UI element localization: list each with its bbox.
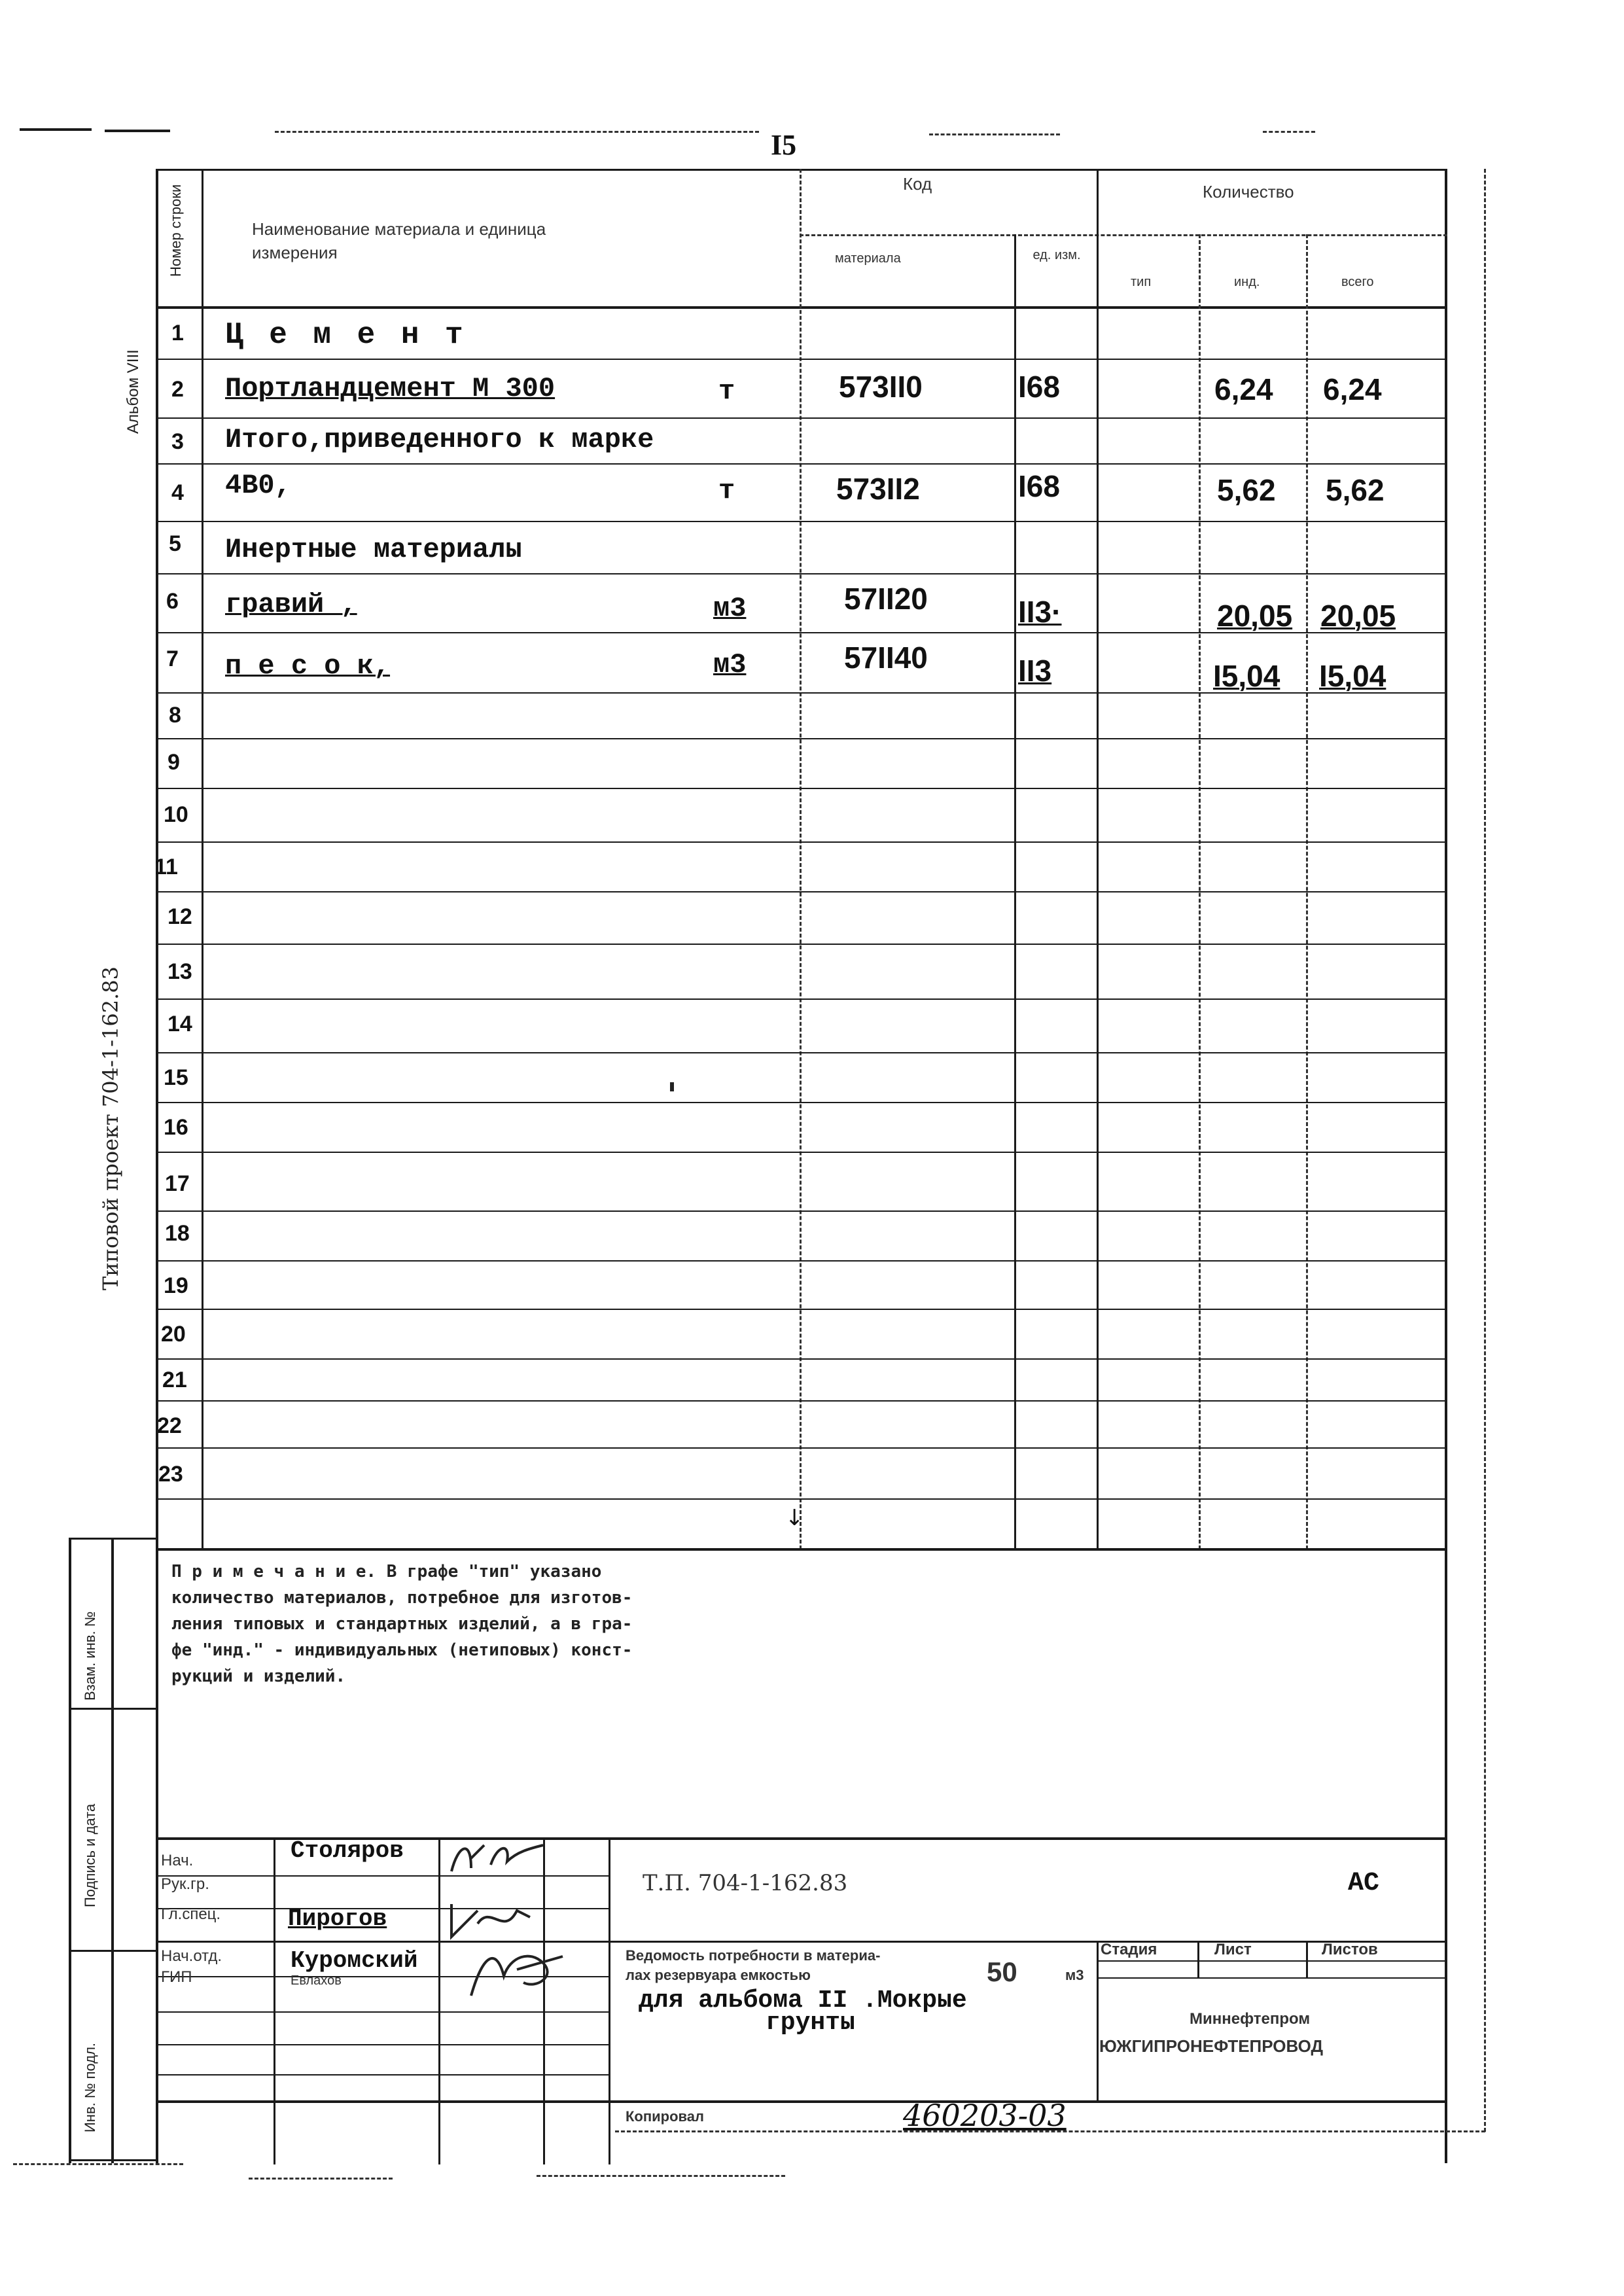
row-number: 8	[169, 703, 181, 728]
header-rownum: Номер строки	[168, 184, 184, 277]
doc-code: Т.П. 704-1-162.83	[643, 1870, 848, 1896]
header-qty-ind: инд.	[1234, 275, 1260, 289]
note-line: рукций и изделий.	[171, 1667, 346, 1686]
signature-image	[458, 1943, 576, 2002]
stamp-col	[609, 1837, 610, 2164]
row-line	[156, 1210, 1447, 1212]
stamp-name: Куромский	[291, 1947, 418, 1974]
row-line	[156, 521, 1447, 522]
margin-box-left	[69, 1538, 71, 2163]
row-line	[156, 359, 1447, 360]
note-line: П р и м е ч а н и е. В графе "тип" указано	[171, 1562, 602, 1581]
row-unit: т	[718, 376, 735, 407]
page-number: I5	[771, 129, 797, 161]
row-code: 573II2	[836, 472, 920, 506]
scan-mark	[105, 130, 170, 132]
row-number: 12	[168, 904, 192, 929]
row-qty-ind: 6,24	[1214, 372, 1273, 406]
scan-mark	[13, 2163, 183, 2165]
row-line	[156, 1447, 1447, 1449]
arrow-down-icon: ↓	[785, 1505, 804, 1531]
row-code: 573II0	[839, 370, 923, 404]
note-line: ления типовых и стандартных изделий, а в гра-	[171, 1614, 633, 1634]
stamp-row	[1097, 1977, 1447, 1979]
stamp-col	[274, 1837, 275, 2164]
note-line: фе "инд." - индивидуальных (нетиповых) конст-	[171, 1640, 633, 1660]
header-qty-total: всего	[1341, 275, 1374, 289]
stamp-role: Нач.отд.	[161, 1947, 222, 1965]
row-line	[156, 1498, 1447, 1500]
row-name: гравий ,	[225, 589, 357, 620]
table-right-border	[1445, 169, 1447, 1549]
sheets-label: Листов	[1322, 1941, 1378, 1958]
scan-mark	[20, 128, 92, 131]
row-number: 21	[162, 1368, 187, 1392]
scan-mark	[1263, 131, 1315, 133]
col-divider-num	[202, 169, 203, 1549]
row-number: 18	[165, 1221, 190, 1246]
note-text	[171, 1559, 891, 1689]
stamp-bottom-border	[156, 2100, 1447, 2103]
row-unit: м3	[713, 593, 747, 624]
stage-label: Стадия	[1101, 1941, 1157, 1958]
signature-image	[445, 1898, 537, 1941]
row-name: Ц е м е н т	[225, 318, 467, 352]
header-code: Код	[903, 174, 932, 194]
stamp-row	[156, 2044, 609, 2045]
stamp-col	[1197, 1941, 1199, 1977]
row-number: 11	[154, 855, 178, 879]
row-qty-ind: I5,04	[1213, 659, 1280, 693]
row-number: 1	[171, 321, 184, 345]
note-line: количество материалов, потребное для изготов-	[171, 1588, 633, 1608]
margin-box-label: Подпись и дата	[82, 1803, 98, 1907]
margin-box-sep	[69, 1708, 157, 1710]
row-name: п е с о к,	[225, 650, 391, 682]
row-unit: м3	[713, 649, 747, 680]
title-line: Ведомость потребности в материа-	[626, 1947, 881, 1964]
margin-box-top	[69, 1538, 157, 1540]
row-number: 13	[168, 959, 192, 984]
stamp-role: ГИП	[161, 1968, 192, 1986]
row-line	[156, 463, 1447, 465]
stamp-role: Нач.	[161, 1852, 194, 1869]
row-number: 20	[161, 1322, 186, 1347]
col-divider-qty	[1097, 169, 1099, 1549]
stamp-role: Гл.спец.	[161, 1905, 221, 1923]
row-line	[156, 1400, 1447, 1402]
row-line	[156, 738, 1447, 739]
row-number: 16	[164, 1115, 188, 1140]
row-qty-total: 5,62	[1326, 473, 1385, 507]
row-qty-total: 20,05	[1320, 599, 1396, 633]
row-number: 9	[168, 750, 180, 775]
org-institute: ЮЖГИПРОНЕФТЕПРОВОД	[1099, 2036, 1323, 2056]
row-number: 14	[168, 1012, 192, 1036]
stamp-col	[1306, 1941, 1308, 1977]
album-label: Альбом VIII	[124, 349, 142, 434]
scan-mark	[275, 131, 759, 133]
row-unit-code: I68	[1018, 370, 1060, 404]
scan-mark	[249, 2178, 393, 2180]
row-line	[156, 573, 1447, 574]
row-code: 57II40	[844, 641, 928, 675]
stamp-middle-line	[156, 1941, 1447, 1943]
scan-mark	[537, 2175, 785, 2177]
row-unit-code: II3·	[1018, 595, 1062, 629]
capacity-value: 50	[987, 1956, 1017, 1987]
project-label: Типовой проект 704-1-162.83	[98, 966, 123, 1290]
capacity-unit: м3	[1065, 1967, 1084, 1983]
stamp-col	[438, 1837, 440, 2164]
header-bottom-border	[156, 306, 1447, 309]
row-number: 3	[171, 429, 184, 454]
row-unit: т	[718, 475, 735, 506]
row-qty-ind: 5,62	[1217, 473, 1276, 507]
row-number: 10	[164, 802, 188, 827]
row-line	[156, 1358, 1447, 1360]
header-name: Наименование материала и единица измерения	[252, 219, 546, 262]
row-name: Портландцемент М 300	[225, 373, 556, 404]
inventory-number: 460203-03	[903, 2098, 1067, 2133]
stamp-row	[1097, 1960, 1447, 1962]
row-number: 2	[171, 377, 184, 402]
table-bottom-border	[156, 1548, 1447, 1551]
stamp-row	[156, 2011, 609, 2013]
row-line	[156, 891, 1447, 892]
row-line	[156, 417, 1447, 419]
header-code-unit: ед. изм.	[1033, 248, 1081, 262]
row-number: 19	[164, 1273, 188, 1298]
row-unit-code: I68	[1018, 469, 1060, 503]
org-ministry: Миннефтепром	[1190, 2010, 1311, 2028]
outer-frame-bottom	[615, 2130, 1485, 2132]
row-line	[156, 1309, 1447, 1310]
stamp-role: Рук.гр.	[161, 1875, 209, 1893]
signature-image	[445, 1832, 550, 1878]
row-number: 17	[165, 1171, 190, 1196]
note-left-border	[156, 1548, 158, 2163]
copied-label: Копировал	[626, 2108, 705, 2125]
margin-box-sep	[69, 1950, 157, 1952]
stamp-col	[1097, 1941, 1099, 2103]
stamp-row	[156, 2074, 609, 2075]
row-number: 4	[171, 480, 184, 505]
outer-frame-right	[1484, 169, 1486, 2132]
row-line	[156, 841, 1447, 843]
header-subdivider	[800, 234, 1447, 236]
row-line	[156, 788, 1447, 789]
row-qty-total: 6,24	[1323, 372, 1382, 406]
sheet-label: Лист	[1214, 1941, 1252, 1958]
row-line	[156, 1052, 1447, 1053]
row-qty-ind: 20,05	[1217, 599, 1293, 633]
header-qty: Количество	[1203, 182, 1294, 202]
stamp-name: Столяров	[291, 1837, 404, 1864]
row-line	[156, 1152, 1447, 1153]
title-line: грунты	[766, 2009, 855, 2037]
note-right-border	[1445, 1548, 1447, 2163]
row-line	[156, 1102, 1447, 1103]
row-line	[156, 998, 1447, 1000]
margin-box-label: Взам. инв. №	[82, 1611, 98, 1701]
stamp-name: Пирогов	[288, 1905, 387, 1932]
table-top-border	[156, 169, 1447, 171]
margin-box-label: Инв. № подл.	[82, 2042, 98, 2132]
row-unit-code: II3	[1018, 654, 1052, 688]
title-line: для альбома II .Мокрые	[639, 1987, 967, 2015]
scan-mark	[929, 133, 1060, 135]
row-number: 15	[164, 1065, 188, 1090]
stamp-name-sub: Евлахов	[291, 1973, 342, 1988]
row-line	[156, 1260, 1447, 1262]
row-number: 23	[158, 1462, 183, 1487]
scan-mark	[670, 1082, 674, 1091]
margin-box-divider	[111, 1538, 114, 2163]
row-name: Итого,приведенного к марке	[225, 424, 654, 455]
doc-mark: АС	[1348, 1869, 1380, 1898]
title-line: лах резервуара емкостью	[626, 1967, 811, 1983]
row-line	[156, 944, 1447, 945]
header-code-material: материала	[835, 251, 901, 266]
col-divider-code	[800, 169, 802, 1549]
row-qty-total: I5,04	[1319, 659, 1386, 693]
row-number: 6	[166, 589, 179, 614]
header-qty-tip: тип	[1131, 275, 1152, 289]
row-name: 4В0,	[225, 470, 291, 501]
row-number: 7	[166, 646, 179, 671]
row-code: 57II20	[844, 582, 928, 616]
margin-box-bottom	[69, 2159, 157, 2161]
row-number: 22	[157, 1413, 182, 1438]
row-number: 5	[169, 531, 181, 556]
row-name: Инертные материалы	[225, 534, 522, 565]
